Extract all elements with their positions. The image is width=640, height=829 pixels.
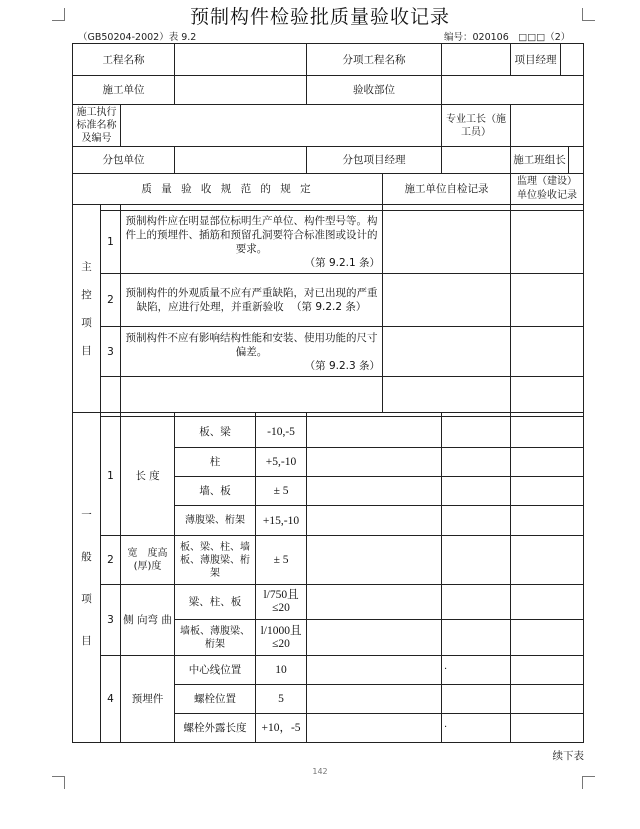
general-item-tolerance: +10，-5 <box>256 714 307 743</box>
general-item-tolerance: +15,-10 <box>256 506 307 536</box>
crop-mark-bottom-right <box>582 776 595 789</box>
standard-reference: （GB50204-2002）表 9.2 <box>78 32 197 43</box>
general-item-extra[interactable] <box>511 417 584 448</box>
supervision-column-header: 监理（建设）单位验收记录 <box>511 174 584 205</box>
general-item-extra[interactable] <box>511 685 584 714</box>
project-manager-field[interactable] <box>561 44 583 75</box>
exec-standard-field[interactable] <box>121 105 442 147</box>
general-item-number: 1 <box>101 417 121 536</box>
general-item-self-check[interactable] <box>307 506 442 536</box>
general-item-tolerance: l/750且≤20 <box>256 585 307 620</box>
main-item-number: 3 <box>101 327 121 377</box>
project-manager-label: 项目经理 <box>511 44 561 75</box>
self-check-column-header: 施工单位自检记录 <box>383 174 511 205</box>
general-item-self-check[interactable] <box>307 685 442 714</box>
main-item-supervision[interactable] <box>511 377 584 413</box>
general-item-tolerance: +5,-10 <box>256 448 307 477</box>
main-item-rule: 预制构件不应有影响结构性能和安装、使用功能的尺寸偏差。 （第 9.2.3 条） <box>121 327 383 377</box>
main-item-self-check[interactable] <box>383 274 511 327</box>
general-item-sub: 墙板、薄腹梁、桁架 <box>175 620 256 656</box>
general-item-supervision[interactable] <box>442 506 511 536</box>
acceptance-part-label: 验收部位 <box>307 76 442 105</box>
general-item-extra[interactable] <box>511 448 584 477</box>
general-item-name: 侧 向弯 曲 <box>121 585 175 656</box>
main-item-self-check[interactable] <box>383 327 511 377</box>
general-item-sub: 墙、板 <box>175 477 256 506</box>
subcontract-manager-field[interactable] <box>442 147 511 174</box>
general-item-tolerance: 5 <box>256 685 307 714</box>
foreman-label: 专业工长（施工员） <box>442 105 511 147</box>
main-item-number-empty <box>101 377 121 413</box>
general-item-number: 4 <box>101 656 121 743</box>
page-title: 预制构件检验批质量验收记录 <box>189 6 450 28</box>
general-item-number: 3 <box>101 585 121 656</box>
general-item-extra[interactable] <box>511 620 584 656</box>
inspection-form-table <box>72 43 584 743</box>
general-item-extra[interactable] <box>511 506 584 536</box>
general-item-supervision[interactable]: · <box>442 714 511 743</box>
main-item-rule-empty <box>121 377 383 413</box>
sub-project-label: 分项工程名称 <box>307 44 442 76</box>
general-item-supervision[interactable] <box>442 620 511 656</box>
general-item-sub: 螺栓位置 <box>175 685 256 714</box>
main-item-rule: 预制构件应在明显部位标明生产单位、构件型号等。构件上的预埋件、插筋和预留孔洞要符合标准图或设计的要求。 （第 9.2.1 条） <box>121 211 383 274</box>
main-control-group-label: 主 控 项 目 <box>73 205 101 413</box>
general-item-extra[interactable] <box>511 536 584 585</box>
general-item-tolerance: 10 <box>256 656 307 685</box>
general-item-supervision[interactable] <box>442 448 511 477</box>
general-item-tolerance: -10,-5 <box>256 417 307 448</box>
general-item-sub: 螺栓外露长度 <box>175 714 256 743</box>
main-item-supervision[interactable] <box>511 211 584 274</box>
project-manager-cell <box>511 44 584 76</box>
general-item-sub: 柱 <box>175 448 256 477</box>
general-item-sub: 薄腹梁、桁架 <box>175 506 256 536</box>
main-item-number: 1 <box>101 211 121 274</box>
general-item-sub: 梁、柱、板 <box>175 585 256 620</box>
general-item-extra[interactable] <box>511 585 584 620</box>
general-item-supervision[interactable] <box>442 685 511 714</box>
subcontract-manager-label: 分包项目经理 <box>307 147 442 174</box>
foreman-field[interactable] <box>511 105 584 147</box>
construction-unit-label: 施工单位 <box>73 76 175 105</box>
acceptance-part-field[interactable] <box>442 76 584 105</box>
construction-unit-field[interactable] <box>175 76 307 105</box>
general-item-name: 预埋件 <box>121 656 175 743</box>
general-item-supervision[interactable] <box>442 417 511 448</box>
general-item-supervision[interactable] <box>442 477 511 506</box>
general-item-name: 长 度 <box>121 417 175 536</box>
general-item-supervision[interactable] <box>442 536 511 585</box>
general-item-self-check[interactable] <box>307 585 442 620</box>
general-item-name: 宽 度高(厚)度 <box>121 536 175 585</box>
form-number: 编号：020106 □□□（2） <box>444 32 571 43</box>
general-item-sub: 中心线位置 <box>175 656 256 685</box>
general-item-extra[interactable] <box>511 477 584 506</box>
continued-label: 续下表 <box>552 750 584 762</box>
general-item-self-check[interactable] <box>307 417 442 448</box>
main-item-supervision[interactable] <box>511 274 584 327</box>
main-item-self-check[interactable] <box>383 377 511 413</box>
general-item-supervision[interactable]: · <box>442 656 511 685</box>
subcontract-unit-field[interactable] <box>175 147 307 174</box>
general-item-extra[interactable] <box>511 714 584 743</box>
spec-column-header: 质 量 验 收 规 范 的 规 定 <box>73 174 383 205</box>
general-item-supervision[interactable] <box>442 585 511 620</box>
general-group-label: 一 般 项 目 <box>73 413 101 743</box>
exec-standard-label: 施工执行标准名称及编号 <box>73 105 121 147</box>
team-leader-label: 施工班组长 <box>511 147 569 173</box>
subcontract-unit-label: 分包单位 <box>73 147 175 174</box>
page-number: 142 <box>312 767 328 776</box>
general-item-self-check[interactable] <box>307 714 442 743</box>
project-name-field[interactable] <box>175 44 307 76</box>
general-item-number: 2 <box>101 536 121 585</box>
general-item-self-check[interactable] <box>307 620 442 656</box>
general-item-tolerance: ± 5 <box>256 536 307 585</box>
sub-project-field[interactable] <box>442 44 511 76</box>
general-item-tolerance: ± 5 <box>256 477 307 506</box>
main-item-number: 2 <box>101 274 121 327</box>
general-item-sub: 板、梁 <box>175 417 256 448</box>
general-item-self-check[interactable] <box>307 448 442 477</box>
main-item-self-check[interactable] <box>383 211 511 274</box>
general-item-sub: 板、梁、柱、墙板、薄腹梁、桁架 <box>175 536 256 585</box>
main-item-rule: 预制构件的外观质量不应有严重缺陷，对已出现的严重缺陷，应进行处理，并重新验收 （第 9.2.2 条） <box>121 274 383 327</box>
general-item-self-check[interactable] <box>307 656 442 685</box>
main-item-supervision[interactable] <box>511 327 584 377</box>
crop-mark-bottom-left <box>52 776 65 789</box>
team-leader-cell <box>511 147 584 174</box>
project-name-label: 工程名称 <box>73 44 175 76</box>
general-item-extra[interactable] <box>511 656 584 685</box>
general-item-tolerance: l/1000且≤20 <box>256 620 307 656</box>
team-leader-field[interactable] <box>569 147 583 173</box>
general-item-self-check[interactable] <box>307 477 442 506</box>
general-item-self-check[interactable] <box>307 536 442 585</box>
